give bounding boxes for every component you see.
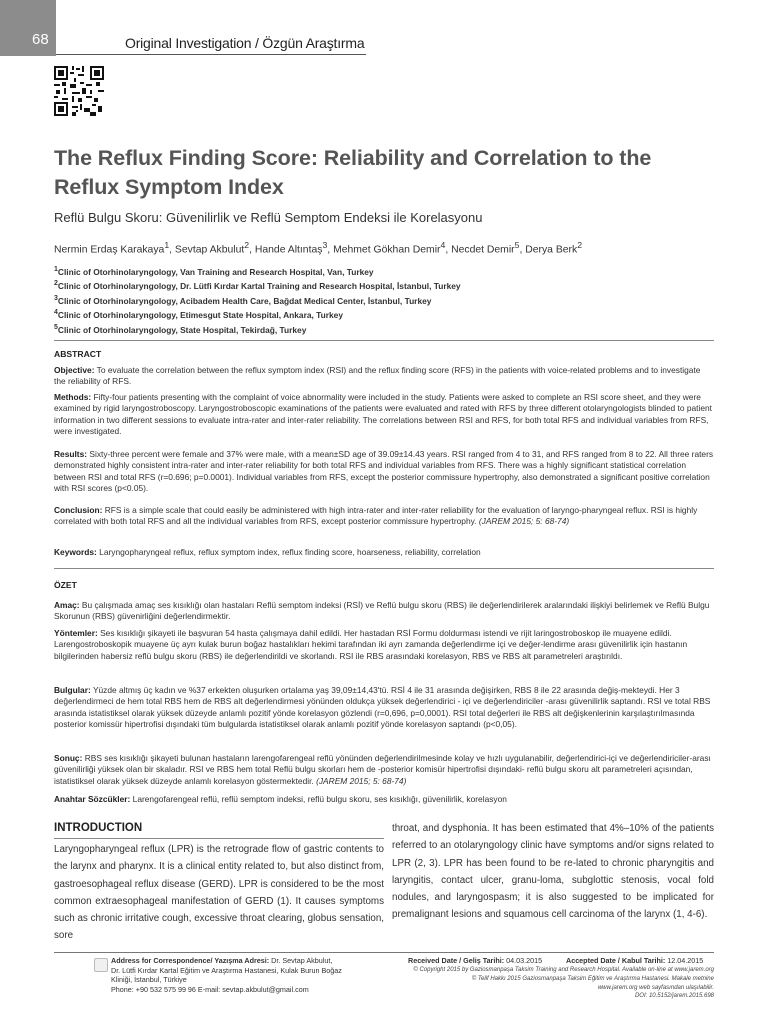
affiliation: $^4$Clinic of Otorhinolaryngology, Etimesgut State Hospital, Ankara, Turkey	[54, 309, 343, 320]
author: Nermin Erdaş Karakaya	[54, 244, 165, 256]
correspondence-address: Address for Correspondence/ Yazışma Adresi: Dr. Sevtap Akbulut, Dr. Lütfi Kırdar Kartal Eğitim ve Araştırma Hastanesi, Kulak Burun Boğaz Kliniği, İstanbul, Türkiye Phone: +90 532 575 99 96 E-mail: sevtap.akbulut@gmail.com	[111, 956, 342, 994]
abstract-methods: Methods: Fifty-four patients presenting with the complaint of voice abnormality were included in the study. Patients were asked to complete an RSI score sheet, and they were examined by rigid laryngostroboscopy. Laryngostroboscopic examinations of the patients were evaluated and rated with RFS by three different otolaryngologists blinded to patient information in two different sessions to evaluate intra-rater and inter-rater reliability. The correlations between RSI and RFS, for both total RFS and individual variables from RFS, were investigated.	[54, 392, 712, 437]
copyright-notice: © Copyright 2015 by Gaziosmanpaşa Taksim Training and Research Hospital. Available on-line at www.jarem.org © Telif Hakkı 2015 Gaziosmanpaşa Taksim Eğitim ve Araştırma Hastanesi. Makale metnine www.jarem.org web sayfasından ulaşılabilir. DOI: 10.5152/jarem.2015.698	[384, 966, 714, 1001]
header-rule	[56, 54, 366, 55]
affiliation: $^3$Clinic of Otorhinolaryngology, Acibadem Health Care, Bağdat Medical Center, İstanbul, Turkey	[54, 294, 432, 306]
doi: DOI: 10.5152/jarem.2015.698	[634, 993, 714, 1000]
introduction-rule	[54, 838, 384, 839]
intro-column-right: throat, and dysphonia. It has been estimated that 4%–10% of the patients referred to an otolaryngology clinic have symptoms and/or signs related to LPR (2, 3). LPR has been found to be re-lated to chronic pharyngitis and laryngitis, contact ulcer, granu-loma, subglottic stenosis, vocal fold nodules, and laryngospasm; it is also suggested to be implicated for premalignant lesions and squamous cell carcinoma of the larynx (1, 4-6).	[392, 823, 714, 921]
author: Derya Berk	[525, 244, 578, 256]
abstract-objective: Objective: To evaluate the correlation between the reflux symptom index (RSI) and the reflux finding score (RFS) in the patients with voice-related problems and to investigate the reliability of RFS.	[54, 365, 701, 387]
affiliation-list	[54, 264, 461, 336]
article-subtitle: Reflü Bulgu Skoru: Güvenilirlik ve Reflü Semptom Endeksi ile Korelasyonu	[54, 210, 483, 225]
author: Sevtap Akbulut	[174, 244, 245, 256]
abstract-keywords: Keywords: Laryngopharyngeal reflux, reflux symptom index, reflux finding score, hoarseness, reliability, correlation	[54, 547, 481, 557]
abstract-results: Results: Sixty-three percent were female and 37% were male, with a mean±SD age of 39.09±14.43 years. RSI ranged from 4 to 31, and RFS ranged from 8 to 22. All three raters demonstrated highly consistent intra-rater and inter-rater reliability for both total RFS and individual variables from RFS. There was a highly significant statistical correlation between RSI and total RFS (r=0.696; p=0.0001). Individual variables from RFS, except the posterior commissure hypertrophy, also demonstrated a significant positive correlation with RSI scores (p<0.05).	[54, 449, 714, 494]
ozet-yontem: Yöntemler: Ses kısıklığı şikayeti ile başvuran 54 hasta çalışmaya dahil edildi. Her hastadan RSİ Formu doldurması istendi ve rijit laringostroboskop ile muayene edildi. Larengostroboskopik muayene üç ayrı kulak burun boğaz hastalıkları hekimi tarafından iki ayrı zamanda değerlendirme içi ve değer-lendirme arası güvenilirlik için hastanın bilgilerinden habersiz reflü bulgu skoru (RBS) ile değerlendirildi ve skorlandı. RSI ile RBS arasındaki korelasyon, RBS ve RBS alt parametreleri araştırıldı.	[54, 628, 688, 661]
author: Necdet Demir	[451, 244, 515, 256]
author: Hande Altıntaş	[254, 244, 323, 256]
abstract-conclusion: Conclusion: RFS is a simple scale that could easily be administered with high intra-rater and inter-rater reliability for the evaluation of laryngo-pharyngeal reflux. RSI is highly correlated with both total RFS and all the individual variables from RFS, except posterior commissure hypertrophy. (JAREM 2015; 5: 68-74)	[54, 505, 698, 527]
accepted-date: Accepted Date / Kabul Tarihi: 12.04.2015	[566, 956, 704, 965]
article-title: The Reflux Finding Score: Reliability and Correlation to the Reflux Symptom Index	[54, 146, 652, 199]
page-number: 68	[32, 31, 49, 48]
received-date: Received Date / Geliş Tarihi: 04.03.2015	[408, 956, 543, 965]
author: Mehmet Gökhan Demir	[333, 244, 441, 256]
intro-column-left: Laryngopharyngeal reflux (LPR) is the retrograde flow of gastric contents to the larynx and pharynx. It is a clinical entity related to, but also distinct from, gastroesophageal reflux disease (GERD). LPR is considered to be the most common extraesophageal manifestation of GERD (1). It causes symptoms such as chronic irritative cough, excessive throat clearing, globus sensation, sore	[54, 844, 384, 942]
ozet-bulgular: Bulgular: Yüzde altmış üç kadın ve %37 erkekten oluşurken ortalama yaş 39,09±14,43'tü. RSİ 4 ile 31 arasında değişirken, RBS 8 ile 22 arasında değiş-mekteydi. Her 3 değerlendirmeci de hem total RBS hem de RBS alt değerlendirmesi yönünden oldukça yüksek değerlendirici - içi ve değerlendiriciler -arası güvenilirlik saptandı. RSI ve total RBS arasında istatistiksel olarak yüksek düzeyde anlamlı pozitif yönde korelasyon gözlendi (r=0,696, p=0,0001). RSI total değerleri ile RBS alt değişkenlerinin karşılaştırılmasında posterior komissür hipertrofisi dışındaki tüm bulgularda istatistiksel olarak anlamlı pozitif yönde korelasyon saptandı (p<0,05).	[54, 685, 711, 730]
author-list: Nermin Erdaş Karakaya$^1$, Sevtap Akbulut$^2$, Hande Altıntaş$^3$, Mehmet Gökhan Demir$^4$, Necdet Demir$^5$, Derya Berk$^2$	[54, 240, 583, 256]
ozet-heading: ÖZET	[54, 580, 77, 590]
ozet-amac: Amaç: Bu çalışmada amaç ses kısıklığı olan hastaları Reflü semptom indeksi (RSİ) ve Reflü bulgu skoru (RBS) ile değerlendirilerek aralarındaki ilişkiyi belirlemek ve Reflü Bulgu Skorunun (RBS) güvenirliğini değerlendirmektir.	[54, 600, 710, 622]
ozet-keywords: Anahtar Sözcükler: Larengofarengeal reflü, reflü semptom indeksi, reflü bulgu skoru, ses kısıklığı, güvenilirlik, korelasyon	[54, 794, 507, 804]
journal-logo-icon	[94, 958, 108, 972]
qr-code-icon	[54, 66, 104, 116]
abstract-heading: ABSTRACT	[54, 349, 102, 359]
affiliation: $^5$Clinic of Otorhinolaryngology, State Hospital, Tekirdağ, Turkey	[54, 323, 307, 335]
abstract-rule	[54, 340, 714, 341]
ozet-rule	[54, 568, 714, 569]
introduction-heading: INTRODUCTION	[54, 822, 143, 834]
affiliation: $^1$Clinic of Otorhinolaryngology, Van Training and Research Hospital, Van, Turkey	[54, 266, 374, 277]
affiliation: $^2$Clinic of Otorhinolaryngology, Dr. Lütfi Kırdar Kartal Training and Research Hospital, İstanbul, Turkey	[54, 280, 461, 292]
footer-rule	[54, 952, 714, 953]
ozet-sonuc: Sonuç: RBS ses kısıklığı şikayeti bulunan hastaların larengofarengeal reflü yönünden değerlendirilmesinde kolay ve hızlı uygulanabilir, değerlendirici-içi ve değerlendiriciler-arası güvenilirliği yüksek olan bir skaladır. RSI ve RBS hem total Reflü bulgu skorları hem de -posterior komisür hipertrofisi dışındaki- reflü bulgu skoru alt parametreleri açısından, istatistiksel olarak yüksek düzeyde anlamlı korelasyon göstermektedir. (JAREM 2015; 5: 68-74)	[54, 753, 711, 786]
section-label: Original Investigation / Özgün Araştırma	[125, 35, 365, 51]
